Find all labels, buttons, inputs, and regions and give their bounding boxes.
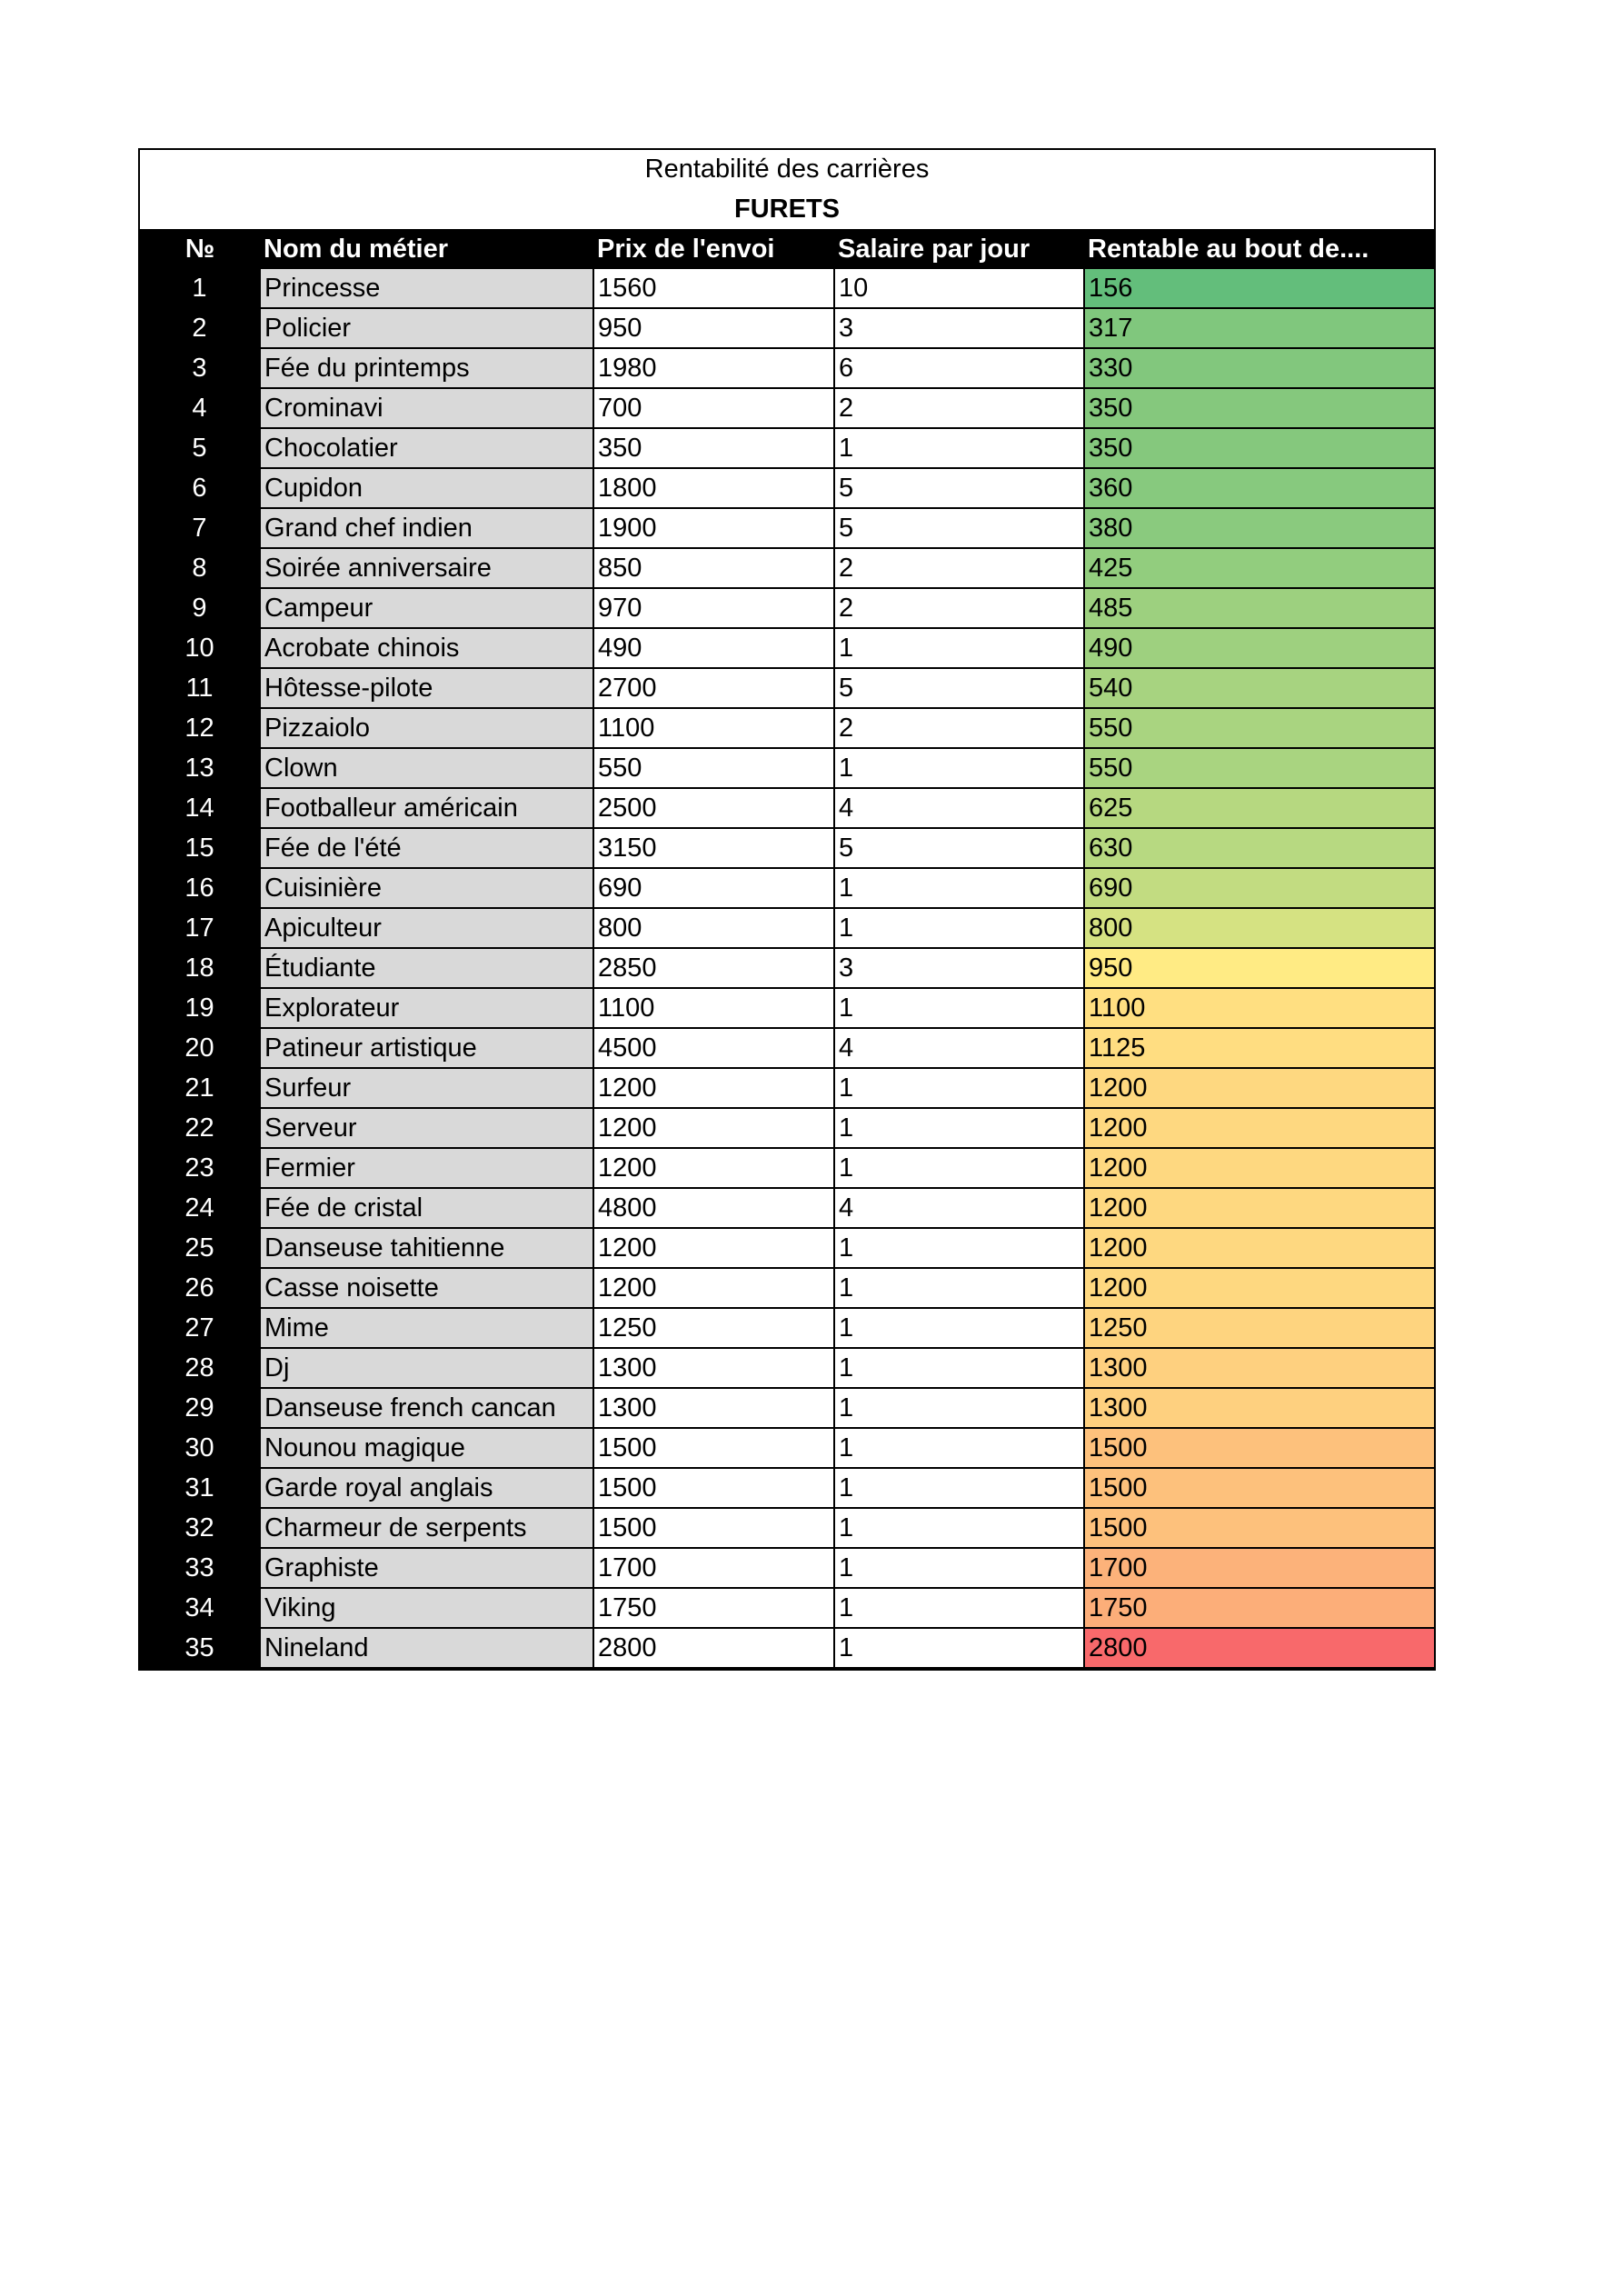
row-number: 24 xyxy=(140,1188,260,1228)
table-row xyxy=(140,1548,1434,1588)
table-row xyxy=(140,428,1434,468)
table-row xyxy=(140,308,1434,348)
profitability-cell: 625 xyxy=(1084,788,1434,828)
job-name-cell: Grand chef indien xyxy=(260,508,593,548)
salary-cell: 1 xyxy=(834,428,1084,468)
job-name-cell: Patineur artistique xyxy=(260,1028,593,1068)
table-row xyxy=(140,828,1434,868)
job-name-cell: Fée du printemps xyxy=(260,348,593,388)
profitability-cell: 690 xyxy=(1084,868,1434,908)
row-number: 13 xyxy=(140,748,260,788)
salary-cell: 2 xyxy=(834,548,1084,588)
job-name-cell: Fée de cristal xyxy=(260,1188,593,1228)
row-number: 6 xyxy=(140,468,260,508)
job-name-cell: Fermier xyxy=(260,1148,593,1188)
salary-cell: 1 xyxy=(834,988,1084,1028)
profitability-cell: 360 xyxy=(1084,468,1434,508)
spreadsheet xyxy=(138,148,1436,1671)
table-row xyxy=(140,1628,1434,1668)
table-row xyxy=(140,628,1434,668)
salary-cell: 1 xyxy=(834,1628,1084,1668)
price-cell: 690 xyxy=(593,868,834,908)
row-number: 34 xyxy=(140,1588,260,1628)
salary-cell: 5 xyxy=(834,468,1084,508)
price-cell: 1560 xyxy=(593,269,834,308)
row-number: 18 xyxy=(140,948,260,988)
profitability-cell: 1500 xyxy=(1084,1508,1434,1548)
job-name-cell: Serveur xyxy=(260,1108,593,1148)
salary-cell: 1 xyxy=(834,1508,1084,1548)
price-cell: 800 xyxy=(593,908,834,948)
table-row xyxy=(140,868,1434,908)
job-name-cell: Pizzaiolo xyxy=(260,708,593,748)
profitability-cell: 1125 xyxy=(1084,1028,1434,1068)
price-cell: 4500 xyxy=(593,1028,834,1068)
job-name-cell: Étudiante xyxy=(260,948,593,988)
job-name-cell: Acrobate chinois xyxy=(260,628,593,668)
salary-cell: 1 xyxy=(834,1268,1084,1308)
price-cell: 700 xyxy=(593,388,834,428)
row-number: 7 xyxy=(140,508,260,548)
salary-cell: 1 xyxy=(834,748,1084,788)
profitability-cell: 1200 xyxy=(1084,1148,1434,1188)
header-salary: Salaire par jour xyxy=(834,229,1084,269)
header-price: Prix de l'envoi xyxy=(593,229,834,269)
price-cell: 970 xyxy=(593,588,834,628)
row-number: 26 xyxy=(140,1268,260,1308)
table-row xyxy=(140,269,1434,308)
price-cell: 1800 xyxy=(593,468,834,508)
salary-cell: 1 xyxy=(834,1228,1084,1268)
table-row xyxy=(140,1268,1434,1308)
price-cell: 1200 xyxy=(593,1068,834,1108)
row-number: 15 xyxy=(140,828,260,868)
table-row xyxy=(140,1108,1434,1148)
salary-cell: 1 xyxy=(834,1068,1084,1108)
price-cell: 1200 xyxy=(593,1228,834,1268)
job-name-cell: Danseuse tahitienne xyxy=(260,1228,593,1268)
table-row xyxy=(140,1388,1434,1428)
job-name-cell: Viking xyxy=(260,1588,593,1628)
profitability-cell: 1700 xyxy=(1084,1548,1434,1588)
salary-cell: 2 xyxy=(834,388,1084,428)
row-number: 5 xyxy=(140,428,260,468)
job-name-cell: Garde royal anglais xyxy=(260,1468,593,1508)
price-cell: 1250 xyxy=(593,1308,834,1348)
job-name-cell: Explorateur xyxy=(260,988,593,1028)
table-row xyxy=(140,948,1434,988)
salary-cell: 5 xyxy=(834,508,1084,548)
table-row xyxy=(140,348,1434,388)
row-number: 4 xyxy=(140,388,260,428)
salary-cell: 1 xyxy=(834,1388,1084,1428)
price-cell: 1200 xyxy=(593,1148,834,1188)
table-row xyxy=(140,988,1434,1028)
job-name-cell: Charmeur de serpents xyxy=(260,1508,593,1548)
salary-cell: 4 xyxy=(834,1188,1084,1228)
price-cell: 1500 xyxy=(593,1468,834,1508)
salary-cell: 2 xyxy=(834,588,1084,628)
job-name-cell: Nineland xyxy=(260,1628,593,1668)
price-cell: 1700 xyxy=(593,1548,834,1588)
row-number: 31 xyxy=(140,1468,260,1508)
job-name-cell: Surfeur xyxy=(260,1068,593,1108)
price-cell: 1200 xyxy=(593,1108,834,1148)
table-row xyxy=(140,1588,1434,1628)
table-row xyxy=(140,1508,1434,1548)
table-row xyxy=(140,1068,1434,1108)
profitability-cell: 1100 xyxy=(1084,988,1434,1028)
job-name-cell: Nounou magique xyxy=(260,1428,593,1468)
profitability-cell: 1500 xyxy=(1084,1468,1434,1508)
price-cell: 1750 xyxy=(593,1588,834,1628)
price-cell: 1200 xyxy=(593,1268,834,1308)
profitability-cell: 350 xyxy=(1084,428,1434,468)
salary-cell: 1 xyxy=(834,1348,1084,1388)
job-name-cell: Hôtesse-pilote xyxy=(260,668,593,708)
salary-cell: 1 xyxy=(834,868,1084,908)
job-name-cell: Mime xyxy=(260,1308,593,1348)
row-number: 10 xyxy=(140,628,260,668)
sheet-subtitle: FURETS xyxy=(140,189,1434,229)
table-row xyxy=(140,748,1434,788)
job-name-cell: Casse noisette xyxy=(260,1268,593,1308)
salary-cell: 4 xyxy=(834,1028,1084,1068)
table-body xyxy=(140,269,1434,1668)
salary-cell: 5 xyxy=(834,668,1084,708)
row-number: 17 xyxy=(140,908,260,948)
header-rent: Rentable au bout de.... xyxy=(1084,229,1434,269)
salary-cell: 1 xyxy=(834,1108,1084,1148)
salary-cell: 4 xyxy=(834,788,1084,828)
profitability-cell: 1500 xyxy=(1084,1428,1434,1468)
price-cell: 1980 xyxy=(593,348,834,388)
price-cell: 2700 xyxy=(593,668,834,708)
row-number: 16 xyxy=(140,868,260,908)
row-number: 14 xyxy=(140,788,260,828)
salary-cell: 1 xyxy=(834,628,1084,668)
sheet-title: Rentabilité des carrières xyxy=(140,150,1434,189)
salary-cell: 1 xyxy=(834,908,1084,948)
salary-cell: 5 xyxy=(834,828,1084,868)
table-row xyxy=(140,388,1434,428)
profitability-cell: 2800 xyxy=(1084,1628,1434,1668)
job-name-cell: Danseuse french cancan xyxy=(260,1388,593,1428)
profitability-cell: 550 xyxy=(1084,708,1434,748)
job-name-cell: Crominavi xyxy=(260,388,593,428)
table-row xyxy=(140,1188,1434,1228)
row-number: 12 xyxy=(140,708,260,748)
profitability-cell: 1200 xyxy=(1084,1068,1434,1108)
table-row xyxy=(140,668,1434,708)
profitability-cell: 630 xyxy=(1084,828,1434,868)
salary-cell: 10 xyxy=(834,269,1084,308)
row-number: 1 xyxy=(140,269,260,308)
price-cell: 2500 xyxy=(593,788,834,828)
profitability-cell: 485 xyxy=(1084,588,1434,628)
table-row xyxy=(140,1428,1434,1468)
profitability-cell: 800 xyxy=(1084,908,1434,948)
row-number: 19 xyxy=(140,988,260,1028)
row-number: 27 xyxy=(140,1308,260,1348)
price-cell: 1500 xyxy=(593,1428,834,1468)
row-number: 35 xyxy=(140,1628,260,1668)
price-cell: 1900 xyxy=(593,508,834,548)
table-row xyxy=(140,548,1434,588)
salary-cell: 6 xyxy=(834,348,1084,388)
table-row xyxy=(140,908,1434,948)
profitability-cell: 1250 xyxy=(1084,1308,1434,1348)
profitability-cell: 425 xyxy=(1084,548,1434,588)
price-cell: 350 xyxy=(593,428,834,468)
salary-cell: 1 xyxy=(834,1468,1084,1508)
row-number: 23 xyxy=(140,1148,260,1188)
salary-cell: 1 xyxy=(834,1428,1084,1468)
price-cell: 4800 xyxy=(593,1188,834,1228)
job-name-cell: Chocolatier xyxy=(260,428,593,468)
job-name-cell: Dj xyxy=(260,1348,593,1388)
table-row xyxy=(140,708,1434,748)
price-cell: 2850 xyxy=(593,948,834,988)
row-number: 20 xyxy=(140,1028,260,1068)
row-number: 33 xyxy=(140,1548,260,1588)
table-row xyxy=(140,1468,1434,1508)
row-number: 30 xyxy=(140,1428,260,1468)
header-num: № xyxy=(140,229,260,269)
table-row xyxy=(140,508,1434,548)
table-row xyxy=(140,1308,1434,1348)
job-name-cell: Policier xyxy=(260,308,593,348)
profitability-cell: 490 xyxy=(1084,628,1434,668)
profitability-cell: 380 xyxy=(1084,508,1434,548)
salary-cell: 2 xyxy=(834,708,1084,748)
profitability-cell: 1300 xyxy=(1084,1388,1434,1428)
profitability-cell: 1200 xyxy=(1084,1228,1434,1268)
job-name-cell: Soirée anniversaire xyxy=(260,548,593,588)
profitability-cell: 156 xyxy=(1084,269,1434,308)
profitability-cell: 550 xyxy=(1084,748,1434,788)
profitability-cell: 1200 xyxy=(1084,1268,1434,1308)
job-name-cell: Apiculteur xyxy=(260,908,593,948)
price-cell: 3150 xyxy=(593,828,834,868)
price-cell: 1300 xyxy=(593,1348,834,1388)
row-number: 2 xyxy=(140,308,260,348)
price-cell: 1100 xyxy=(593,988,834,1028)
profitability-cell: 330 xyxy=(1084,348,1434,388)
profitability-cell: 1750 xyxy=(1084,1588,1434,1628)
row-number: 22 xyxy=(140,1108,260,1148)
price-cell: 850 xyxy=(593,548,834,588)
job-name-cell: Graphiste xyxy=(260,1548,593,1588)
row-number: 9 xyxy=(140,588,260,628)
row-number: 8 xyxy=(140,548,260,588)
row-number: 21 xyxy=(140,1068,260,1108)
row-number: 25 xyxy=(140,1228,260,1268)
header-row xyxy=(140,229,1434,269)
row-number: 32 xyxy=(140,1508,260,1548)
profitability-cell: 540 xyxy=(1084,668,1434,708)
header-name: Nom du métier xyxy=(260,229,593,269)
table-row xyxy=(140,1228,1434,1268)
salary-cell: 1 xyxy=(834,1308,1084,1348)
job-name-cell: Cuisinière xyxy=(260,868,593,908)
job-name-cell: Campeur xyxy=(260,588,593,628)
profitability-cell: 1200 xyxy=(1084,1188,1434,1228)
profitability-cell: 350 xyxy=(1084,388,1434,428)
row-number: 28 xyxy=(140,1348,260,1388)
table-row xyxy=(140,1028,1434,1068)
profitability-cell: 317 xyxy=(1084,308,1434,348)
price-cell: 1100 xyxy=(593,708,834,748)
job-name-cell: Cupidon xyxy=(260,468,593,508)
price-cell: 1500 xyxy=(593,1508,834,1548)
profitability-cell: 1300 xyxy=(1084,1348,1434,1388)
price-cell: 1300 xyxy=(593,1388,834,1428)
career-table xyxy=(140,229,1434,1669)
job-name-cell: Princesse xyxy=(260,269,593,308)
price-cell: 2800 xyxy=(593,1628,834,1668)
table-row xyxy=(140,468,1434,508)
job-name-cell: Footballeur américain xyxy=(260,788,593,828)
profitability-cell: 1200 xyxy=(1084,1108,1434,1148)
salary-cell: 1 xyxy=(834,1588,1084,1628)
price-cell: 950 xyxy=(593,308,834,348)
row-number: 3 xyxy=(140,348,260,388)
row-number: 11 xyxy=(140,668,260,708)
salary-cell: 3 xyxy=(834,948,1084,988)
profitability-cell: 950 xyxy=(1084,948,1434,988)
job-name-cell: Fée de l'été xyxy=(260,828,593,868)
job-name-cell: Clown xyxy=(260,748,593,788)
salary-cell: 3 xyxy=(834,308,1084,348)
table-row xyxy=(140,1348,1434,1388)
table-row xyxy=(140,788,1434,828)
row-number: 29 xyxy=(140,1388,260,1428)
salary-cell: 1 xyxy=(834,1548,1084,1588)
table-row xyxy=(140,1148,1434,1188)
price-cell: 490 xyxy=(593,628,834,668)
table-row xyxy=(140,588,1434,628)
price-cell: 550 xyxy=(593,748,834,788)
salary-cell: 1 xyxy=(834,1148,1084,1188)
